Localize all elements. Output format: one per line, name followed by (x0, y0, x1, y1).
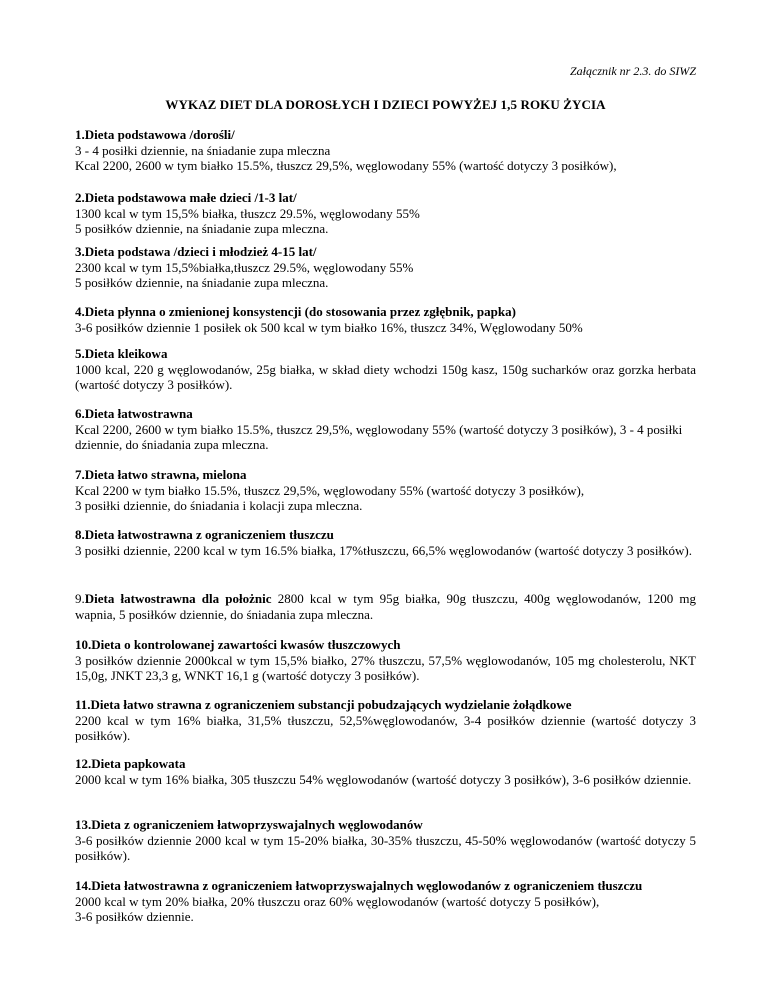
diet-item-7 (75, 467, 696, 514)
diet-title: 1.Dieta podstawowa /dorośli/ (75, 127, 235, 142)
annex-label: Załącznik nr 2.3. do SIWZ (570, 64, 696, 78)
diet-item-10 (75, 637, 696, 684)
diet-title: 5.Dieta kleikowa (75, 346, 168, 361)
diet-title: Dieta łatwostrawna dla położnic (84, 591, 272, 606)
diet-item-1 (75, 127, 696, 174)
diet-description: 2000 kcal w tym 16% białka, 305 tłuszczu 54% węglowodanów (wartość dotyczy 3 posiłków), 3-6 posiłków dziennie. (75, 771, 692, 787)
diet-description: 2800 kcal w tym 95g białka, 90g tłuszczu, 400g węglowodanów, 1200 mg wapnia, 5 posiłków dziennie, do śniadania zupa mleczna. (75, 591, 696, 622)
diet-description-line: 2300 kcal w tym 15,5%białka,tłuszcz 29.5%, węglowodany 55% (75, 259, 414, 275)
diet-item-9 (75, 591, 696, 622)
diet-description: Kcal 2200, 2600 w tym białko 15.5%, tłuszcz 29,5%, węglowodany 55% (wartość dotyczy 3 posiłków), 3 - 4 posiłki dziennie, do śniadania zupa mleczna. (75, 421, 683, 452)
diet-title: 14.Dieta łatwostrawna z ograniczeniem łatwoprzyswajalnych węglowodanów z ograniczeniem tłuszczu (75, 878, 643, 893)
diet-description: 2200 kcal w tym 16% białka, 31,5% tłuszczu, 52,5%węglowodanów, 3-4 posiłków dziennie (wartość dotyczy 3 posiłków). (75, 712, 696, 743)
diet-title: 4.Dieta płynna o zmienionej konsystencji (do stosowania przez zgłębnik, papka) (75, 304, 516, 319)
diet-title: 7.Dieta łatwo strawna, mielona (75, 467, 247, 482)
document-title: WYKAZ DIET DLA DOROSŁYCH I DZIECI POWYŻEJ 1,5 ROKU ŻYCIA (165, 97, 606, 112)
diet-item-8 (75, 527, 696, 558)
diet-description-line: 5 posiłków dziennie, na śniadanie zupa mleczna. (75, 275, 329, 290)
diet-description-line: Kcal 2200, 2600 w tym białko 15.5%, tłuszcz 29,5%, węglowodany 55% (wartość dotyczy 3 posiłków), (75, 158, 617, 173)
diet-description: 3-6 posiłków dziennie 2000 kcal w tym 15-20% białka, 30-35% tłuszczu, 45-50% węglowodanów (wartość dotyczy 5 posiłków). (75, 832, 696, 863)
diet-description-line: 3-6 posiłków dziennie. (75, 909, 194, 924)
diet-description-line: Kcal 2200 w tym białko 15.5%, tłuszcz 29,5%, węglowodany 55% (wartość dotyczy 3 posiłków), (75, 482, 585, 498)
diet-item-6 (75, 406, 696, 453)
diet-item-14 (75, 878, 696, 925)
diet-description-line: 5 posiłków dziennie, na śniadanie zupa mleczna. (75, 221, 329, 236)
diet-item-2 (75, 190, 696, 237)
diet-description: 3 posiłków dziennie 2000kcal w tym 15,5% białko, 27% tłuszczu, 57,5% węglowodanów, 105 mg cholesterolu, NKT 15,0g, JNKT 23,3 g, WNKT 16,1 g (wartość dotyczy 3 posiłków). (75, 652, 696, 683)
diet-title: 6.Dieta łatwostrawna (75, 406, 193, 421)
diet-title: 11.Dieta łatwo strawna z ograniczeniem substancji pobudzających wydzielanie żołądkowe (75, 697, 572, 712)
diet-item-13 (75, 817, 696, 864)
diet-item-3 (75, 244, 696, 291)
diet-description-line: 3-6 posiłków dziennie 1 posiłek ok 500 kcal w tym białko 16%, tłuszcz 34%, Węglowodany 50% (75, 319, 583, 335)
diet-description-line: 3 posiłki dziennie, do śniadania i kolacji zupa mleczna. (75, 498, 363, 513)
diet-description-line: 1300 kcal w tym 15,5% białka, tłuszcz 29.5%, węglowodany 55% (75, 205, 420, 221)
diet-description-line: 3 - 4 posiłki dziennie, na śniadanie zupa mleczna (75, 142, 331, 158)
diet-title: 2.Dieta podstawowa małe dzieci /1-3 lat/ (75, 190, 297, 205)
diet-item-4 (75, 304, 696, 335)
document-page (75, 0, 696, 994)
diet-description-line: 2000 kcal w tym 20% białka, 20% tłuszczu oraz 60% węglowodanów (wartość dotyczy 5 posiłków), (75, 893, 600, 909)
diet-item-5 (75, 346, 696, 393)
diet-title: 13.Dieta z ograniczeniem łatwoprzyswajalnych węglowodanów (75, 817, 423, 832)
diet-description: 1000 kcal, 220 g węglowodanów, 25g białka, w skład diety wchodzi 150g kasz, 150g sucharków oraz gorzka herbata (wartość dotyczy 3 posiłków). (75, 361, 696, 392)
diet-title: 10.Dieta o kontrolowanej zawartości kwasów tłuszczowych (75, 637, 401, 652)
diet-item-11 (75, 697, 696, 744)
diet-title: 3.Dieta podstawa /dzieci i młodzież 4-15 lat/ (75, 244, 317, 259)
diet-description: 3 posiłki dziennie, 2200 kcal w tym 16.5% białka, 17%tłuszczu, 66,5% węglowodanów (wartość dotyczy 3 posiłków). (75, 542, 693, 558)
diet-title: 8.Dieta łatwostrawna z ograniczeniem tłuszczu (75, 527, 334, 542)
diet-item-12 (75, 756, 696, 787)
diet-number: 9. (75, 591, 85, 606)
diet-title: 12.Dieta papkowata (75, 756, 186, 771)
